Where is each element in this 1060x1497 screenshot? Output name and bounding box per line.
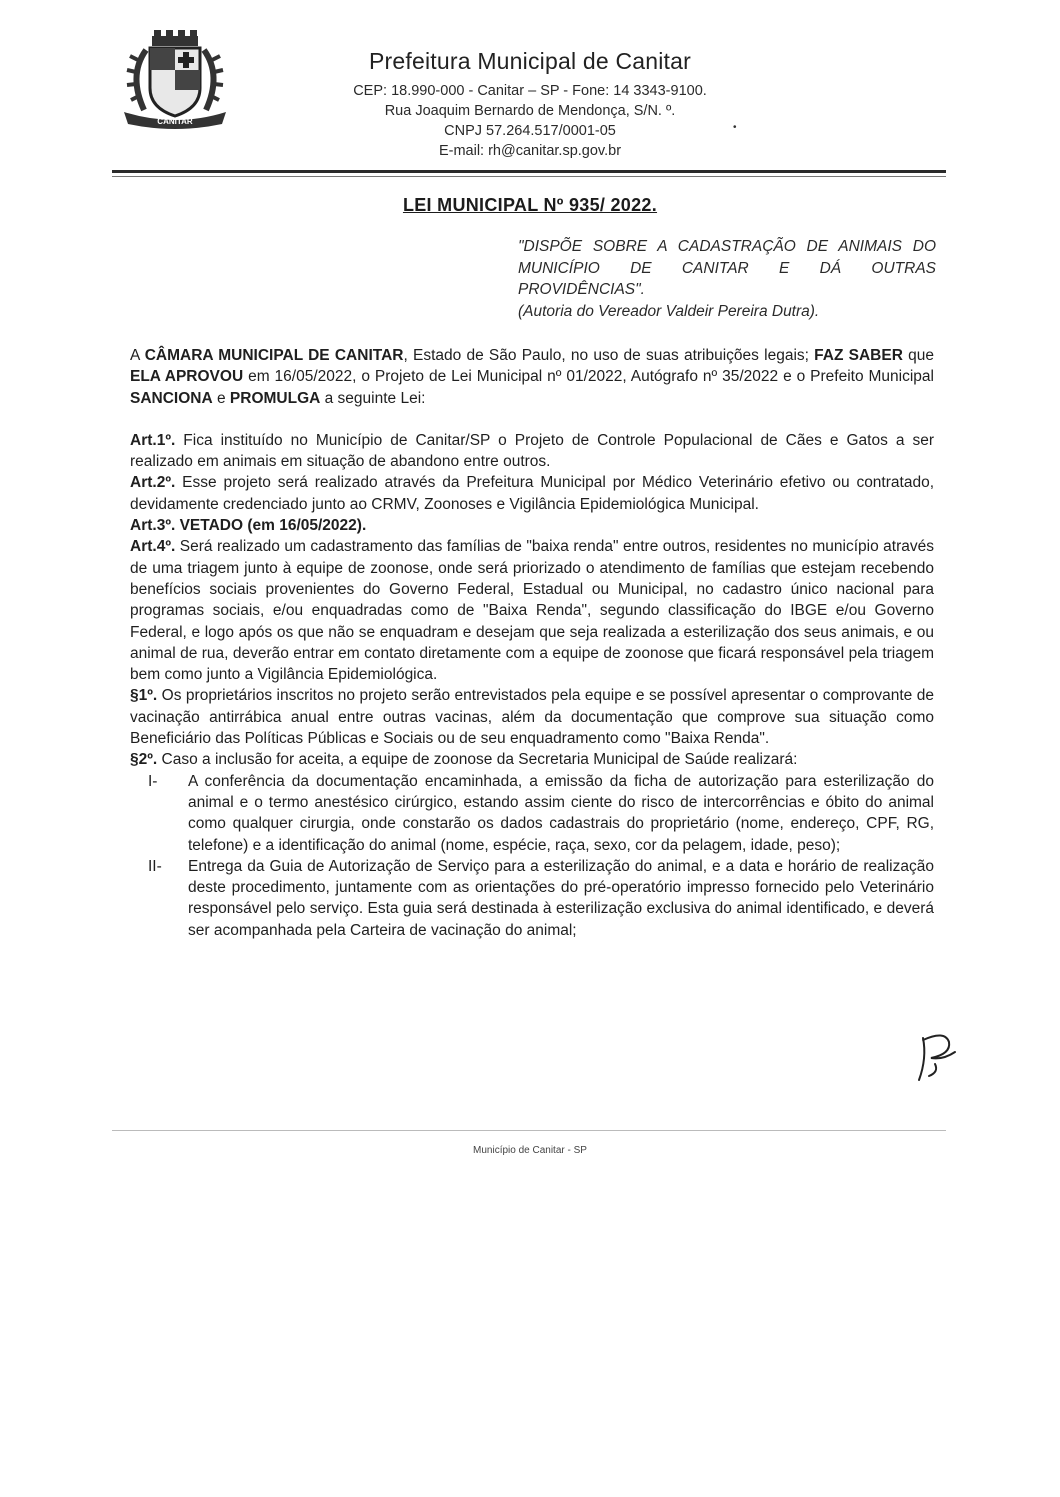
article-4: Art.4º. Será realizado um cadastramento das famílias de "baixa renda" entre outros, residentes no município através de uma triagem junto à equipe de zoonose, onde será priorizado o atendimento de famílias que estejam recebendo benefícios sociais provenientes do Governo Federal, Estadual ou Municipal, no cadastro único nacional para programas sociais, e/ou enquadradas como de "Baixa Renda", segundo classificação do IBGE e/ou Governo Federal, e logo após os que não se enquadram e desejam que seja realizada a esterilização dos seus animais, e ou animal de rua, deverão entrar em contato diretamente com a equipe de zoonose que ficará responsável pela triagem bem como junto a Vigilância Epidemiológica. — [130, 538, 934, 684]
address-line-street: Rua Joaquim Bernardo de Mendonça, S/N. º. — [384, 103, 676, 119]
list-item-text: A conferência da documentação encaminhada, a emissão da ficha de autorização para esterilização do animal e o termo anestésico cirúrgico, estando assim ciente do risco de intercorrências e óbito do animal como qualquer cirurgia, onde constarão os dados cadastrais do proprietário (nome, endereço, CPF, RG, telefone) e a identificação do animal (nome, espécie, raça, sexo, cor da pelagem, idade, peso); — [188, 772, 934, 854]
paragraph-1: §1º. Os proprietários inscritos no projeto serão entrevistados pela equipe e se possível apresentar o comprovante de vacinação antirrábica anual entre outras vacinas, além da documentação que comprove sua situação como Beneficiário das Políticas Públicas e Sociais ou de seu enquadramento como "Baixa Renda". — [130, 687, 934, 748]
cnpj-line: CNPJ 57.264.517/0001-05 — [444, 123, 616, 139]
list-item-number: I- — [148, 772, 158, 790]
preamble: A CÂMARA MUNICIPAL DE CANITAR, Estado de São Paulo, no uso de suas atribuições legais; FAZ SABER que ELA APROVOU em 16/05/2022, o Projeto de Lei Municipal nº 01/2022, Autógrafo nº 35/2022 e o Prefeito Municipal SANCIONA e PROMULGA a seguinte Lei: — [130, 347, 934, 407]
paragraph-2: §2º. Caso a inclusão for aceita, a equipe de zoonose da Secretaria Municipal de Saúde realizará: — [130, 751, 798, 769]
list-item — [130, 771, 934, 856]
law-body — [130, 345, 934, 941]
organization-name: Prefeitura Municipal de Canitar — [369, 48, 691, 74]
header-divider — [112, 170, 946, 173]
address-line-cep: CEP: 18.990-000 - Canitar – SP - Fone: 14 3343-9100. — [353, 83, 707, 99]
law-title: LEI MUNICIPAL Nº 935/ 2022. — [402, 195, 658, 215]
stray-mark: • — [733, 122, 737, 133]
header-divider-thin — [112, 176, 946, 177]
article-3: Art.3º. VETADO (em 16/05/2022). — [130, 517, 367, 535]
article-1: Art.1º. Fica instituído no Município de Canitar/SP o Projeto de Controle Populacional de Cães e Gatos a ser realizado em animais em situação de abandono entre outros. — [130, 431, 934, 471]
handwritten-signature — [905, 1028, 965, 1084]
list-item-number: II- — [148, 857, 162, 875]
ementa — [518, 236, 936, 322]
footer-divider — [112, 1130, 946, 1131]
article-2: Art.2º. Esse projeto será realizado através da Prefeitura Municipal por Médico Veterinário efetivo ou contratado, devidamente credenciado junto ao CRMV, Zoonoses e Vigilância Epidemiológica Municipal. — [130, 474, 934, 513]
ementa-authorship: (Autoria do Vereador Valdeir Pereira Dutra). — [518, 302, 820, 320]
svg-text:CANITAR: CANITAR — [157, 117, 193, 126]
list-item — [130, 856, 934, 941]
list-item-text: Entrega da Guia de Autorização de Serviço para a esterilização do animal, e a data e horário de realização deste procedimento, juntamente com as orientações do pré-operatório impresso fornecido pelo Veterinário responsável pelo serviço. Esta guia será destinada à esterilização exclusiva do animal identificado, e deverá ser acompanhada pela Carteira de vacinação do animal; — [188, 857, 934, 939]
letterhead — [300, 48, 760, 161]
email-line: E-mail: rh@canitar.sp.gov.br — [438, 143, 622, 159]
ementa-text: "DISPÕE SOBRE A CADASTRAÇÃO DE ANIMAIS DO MUNICÍPIO DE CANITAR E DÁ OUTRAS PROVIDÊNCIAS". — [518, 238, 936, 298]
coat-of-arms-logo — [110, 30, 240, 130]
page-footer: Município de Canitar - SP — [473, 1145, 587, 1156]
